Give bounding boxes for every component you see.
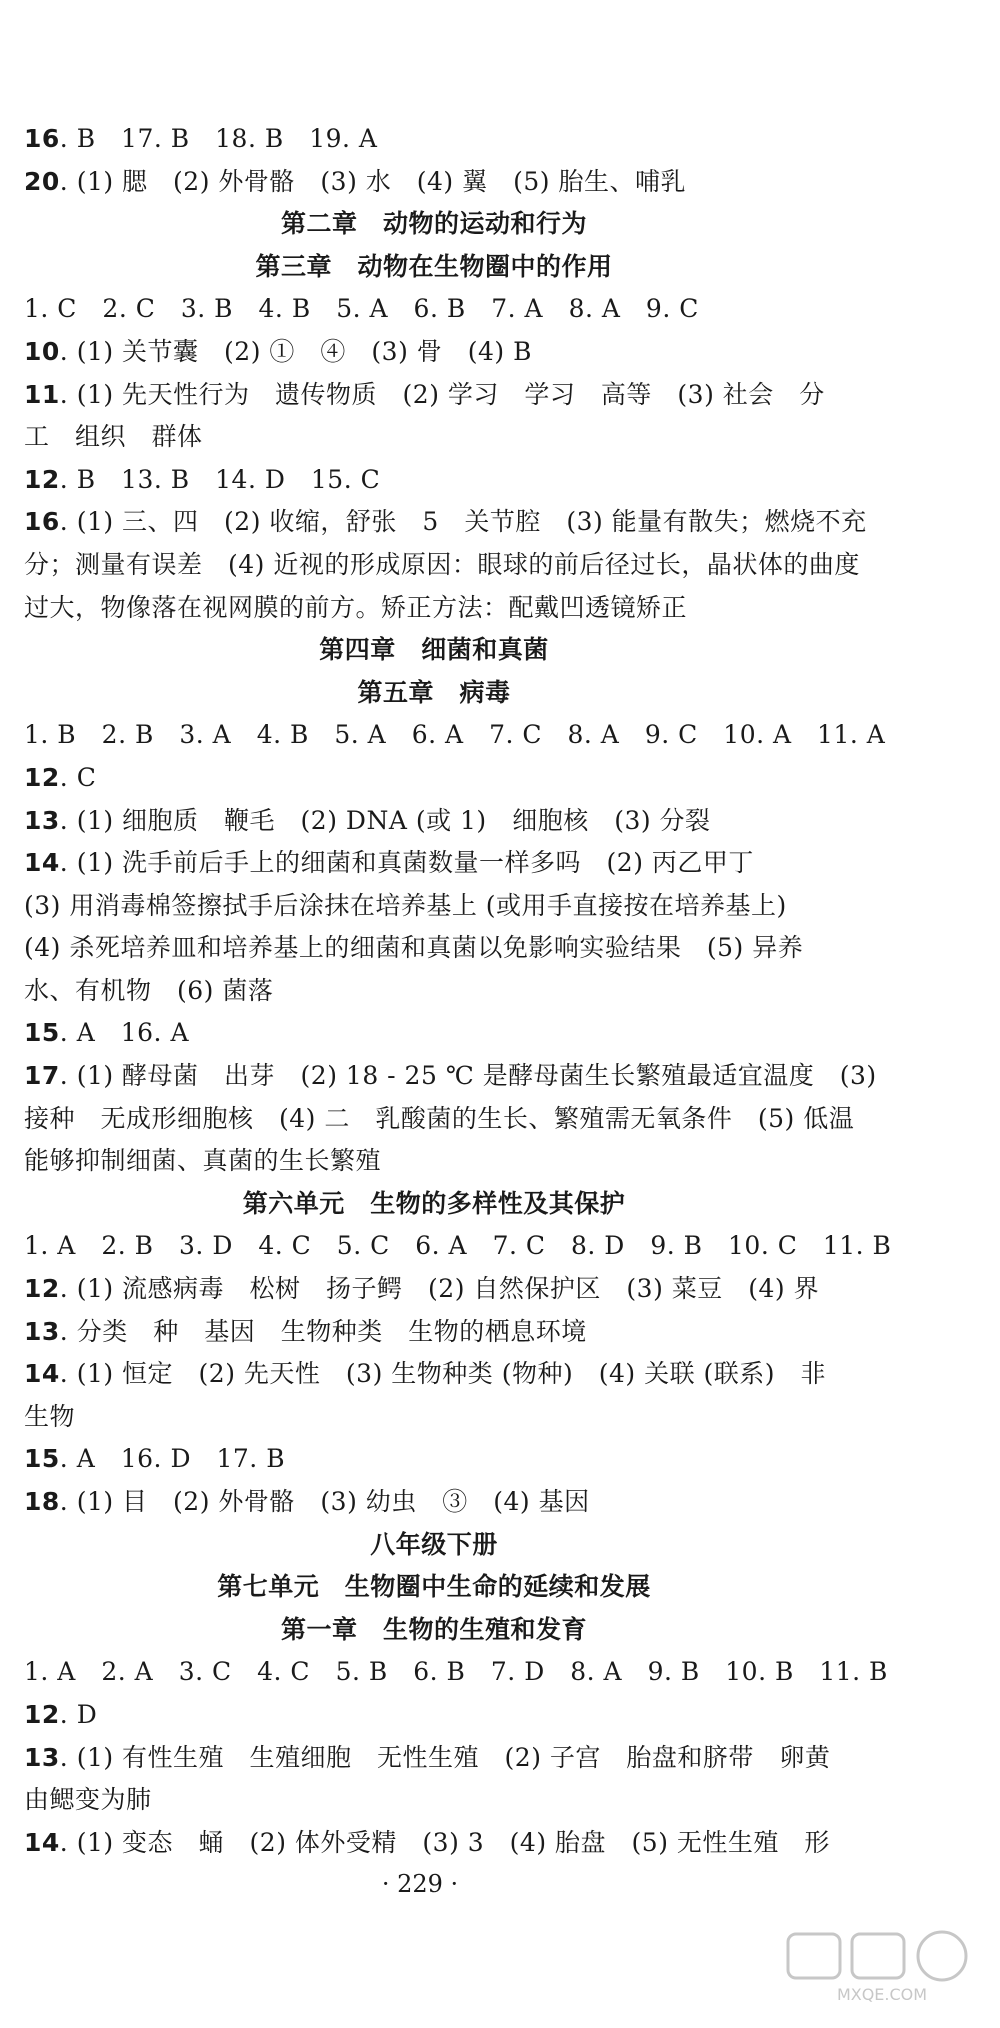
question-number: 12 — [24, 464, 60, 494]
line-text: 1. A 2. A 3. C 4. C 5. B 6. B 7. D 8. A 9. B 10. B 11. B — [24, 1657, 888, 1687]
answer-line — [24, 1651, 888, 1694]
line-text: (4) 杀死培养皿和培养基上的细菌和真菌以免影响实验结果 (5) 异养 — [24, 933, 804, 963]
line-text: . (1) 目 (2) 外骨骼 (3) 幼虫 ③ (4) 基因 — [59, 1487, 590, 1516]
answer-line — [24, 161, 844, 204]
line-text: . (1) 变态 蛹 (2) 体外受精 (3) 3 (4) 胎盘 (5) 无性生殖 形 — [59, 1827, 830, 1857]
answer-line — [24, 927, 844, 970]
answer-line — [24, 288, 844, 331]
line-text: 1. A 2. B 3. D 4. C 5. C 6. A 7. C 8. D 9. B 10. C 11. B — [24, 1231, 892, 1261]
line-text: . (1) 三、四 (2) 收缩，舒张 5 关节腔 (3) 能量有散失；燃烧不充 — [59, 507, 867, 537]
answer-line — [24, 1140, 844, 1183]
section-heading — [24, 672, 844, 715]
line-text: 1. B 2. B 3. A 4. B 5. A 6. A 7. C 8. A 9. C 10. A 11. A — [24, 720, 886, 750]
question-number: 13 — [24, 805, 60, 835]
line-text: . 分类 种 基因 生物种类 生物的栖息环境 — [59, 1316, 587, 1346]
line-text: . (1) 细胞质 鞭毛 (2) DNA (或 1) 细胞核 (3) 分裂 — [59, 805, 711, 835]
question-number: 14 — [24, 1359, 60, 1389]
question-number: 13 — [24, 1742, 60, 1772]
answer-line — [24, 1098, 855, 1141]
answer-line — [24, 1353, 844, 1396]
page-number: · 229 · — [381, 1870, 459, 1898]
answer-line — [24, 1396, 844, 1439]
line-text: 生物 — [24, 1401, 76, 1431]
answer-line — [24, 714, 886, 757]
question-number: 15 — [24, 1018, 60, 1048]
section-heading — [24, 1524, 844, 1567]
watermark-text: MXQE.COM — [836, 1985, 928, 2004]
line-text: . B 13. B 14. D 15. C — [59, 464, 381, 494]
line-text: . A 16. D 17. B — [59, 1444, 286, 1474]
question-number: 13 — [24, 1316, 60, 1346]
answer-line — [24, 1311, 844, 1354]
answer-line — [24, 118, 844, 161]
line-text: 1. C 2. C 3. B 4. B 5. A 6. B 7. A 8. A 9. C — [24, 294, 699, 324]
question-number: 11 — [24, 379, 60, 409]
answer-line — [24, 1055, 877, 1098]
line-text: 分；测量有误差 (4) 近视的形成原因：眼球的前后径过长，晶状体的曲度 — [24, 549, 860, 579]
line-text: 第二章 动物的运动和行为 — [280, 209, 587, 239]
line-text: 八年级下册 — [370, 1529, 498, 1559]
line-text: 第三章 动物在生物圈中的作用 — [255, 251, 613, 281]
line-text: 工 组织 群体 — [24, 422, 203, 452]
line-text: . B 17. B 18. B 19. A — [59, 124, 378, 153]
answer-line — [24, 416, 844, 459]
question-number: 10 — [24, 336, 60, 366]
section-heading — [24, 629, 844, 672]
line-text: (3) 用消毒棉签擦拭手后涂抹在培养基上 (或用手直接按在培养基上) — [24, 890, 787, 920]
line-text: 能够抑制细菌、真菌的生长繁殖 — [24, 1146, 382, 1176]
answer-line — [24, 1737, 844, 1780]
line-text: 过大，物像落在视网膜的前方。矫正方法：配戴凹透镜矫正 — [24, 592, 688, 622]
answer-line — [24, 1225, 892, 1268]
answer-line — [24, 1694, 844, 1737]
line-text: . (1) 流感病毒 松树 扬子鳄 (2) 自然保护区 (3) 菜豆 (4) 界 — [59, 1274, 820, 1304]
answer-line — [24, 1779, 844, 1822]
section-heading — [24, 1609, 844, 1652]
line-text: 第五章 病毒 — [357, 677, 511, 707]
line-text: . (1) 腮 (2) 外骨骼 (3) 水 (4) 翼 (5) 胎生、哺乳 — [59, 166, 686, 196]
line-text: 接种 无成形细胞核 (4) 二 乳酸菌的生长、繁殖需无氧条件 (5) 低温 — [24, 1103, 855, 1133]
line-text: . (1) 先天性行为 遗传物质 (2) 学习 学习 高等 (3) 社会 分 — [59, 379, 825, 409]
answer-line — [24, 587, 844, 630]
question-number: 12 — [24, 762, 60, 792]
line-text: . A 16. A — [59, 1018, 190, 1048]
question-number: 18 — [24, 1487, 60, 1516]
line-text: 第四章 细菌和真菌 — [319, 635, 549, 665]
line-text: . C — [59, 762, 97, 792]
answer-line — [24, 331, 844, 374]
answer-line — [24, 970, 844, 1013]
line-text: 第六单元 生物的多样性及其保护 — [242, 1188, 626, 1218]
question-number: 12 — [24, 1274, 60, 1304]
line-text: . (1) 酵母菌 出芽 (2) 18 - 25 ℃ 是酵母菌生长繁殖最适宜温度 (3) — [59, 1061, 877, 1091]
line-text: 水、有机物 (6) 菌落 — [24, 975, 274, 1005]
question-number: 20 — [24, 166, 60, 196]
question-number: 12 — [24, 1699, 60, 1729]
line-text: . (1) 有性生殖 生殖细胞 无性生殖 (2) 子宫 胎盘和脐带 卵黄 — [59, 1742, 831, 1772]
question-number: 14 — [24, 848, 60, 878]
answer-line — [24, 1481, 844, 1524]
line-text: . (1) 恒定 (2) 先天性 (3) 生物种类 (物种) (4) 关联 (联系) 非 — [59, 1359, 827, 1389]
section-heading — [24, 246, 844, 289]
site-watermark-logo — [782, 1928, 982, 2006]
answer-line — [24, 1268, 844, 1311]
answer-line — [24, 800, 844, 843]
question-number: 17 — [24, 1061, 60, 1091]
line-text: 第七单元 生物圈中生命的延续和发展 — [217, 1572, 651, 1602]
question-number: 15 — [24, 1444, 60, 1474]
answer-line — [24, 501, 867, 544]
section-heading — [24, 203, 844, 246]
section-heading — [24, 1566, 844, 1609]
line-text: . (1) 关节囊 (2) ① ④ (3) 骨 (4) B — [59, 336, 533, 366]
question-number: 16 — [24, 124, 60, 153]
line-text: 由鳃变为肺 — [24, 1785, 152, 1815]
answer-line — [24, 1822, 844, 1865]
line-text: . (1) 洗手前后手上的细菌和真菌数量一样多吗 (2) 丙乙甲丁 — [59, 848, 754, 878]
answer-line — [24, 459, 844, 502]
question-number: 14 — [24, 1827, 60, 1857]
answer-line — [24, 1438, 844, 1481]
line-text: . D — [59, 1699, 98, 1729]
answer-line — [24, 757, 844, 800]
question-number: 16 — [24, 507, 60, 537]
answer-line — [24, 374, 844, 417]
answer-page — [24, 118, 892, 1864]
line-text: 第一章 生物的生殖和发育 — [280, 1614, 587, 1644]
section-heading — [24, 1183, 844, 1226]
answer-line — [24, 544, 860, 587]
answer-line — [24, 1012, 844, 1055]
answer-line — [24, 885, 844, 928]
answer-line — [24, 842, 844, 885]
